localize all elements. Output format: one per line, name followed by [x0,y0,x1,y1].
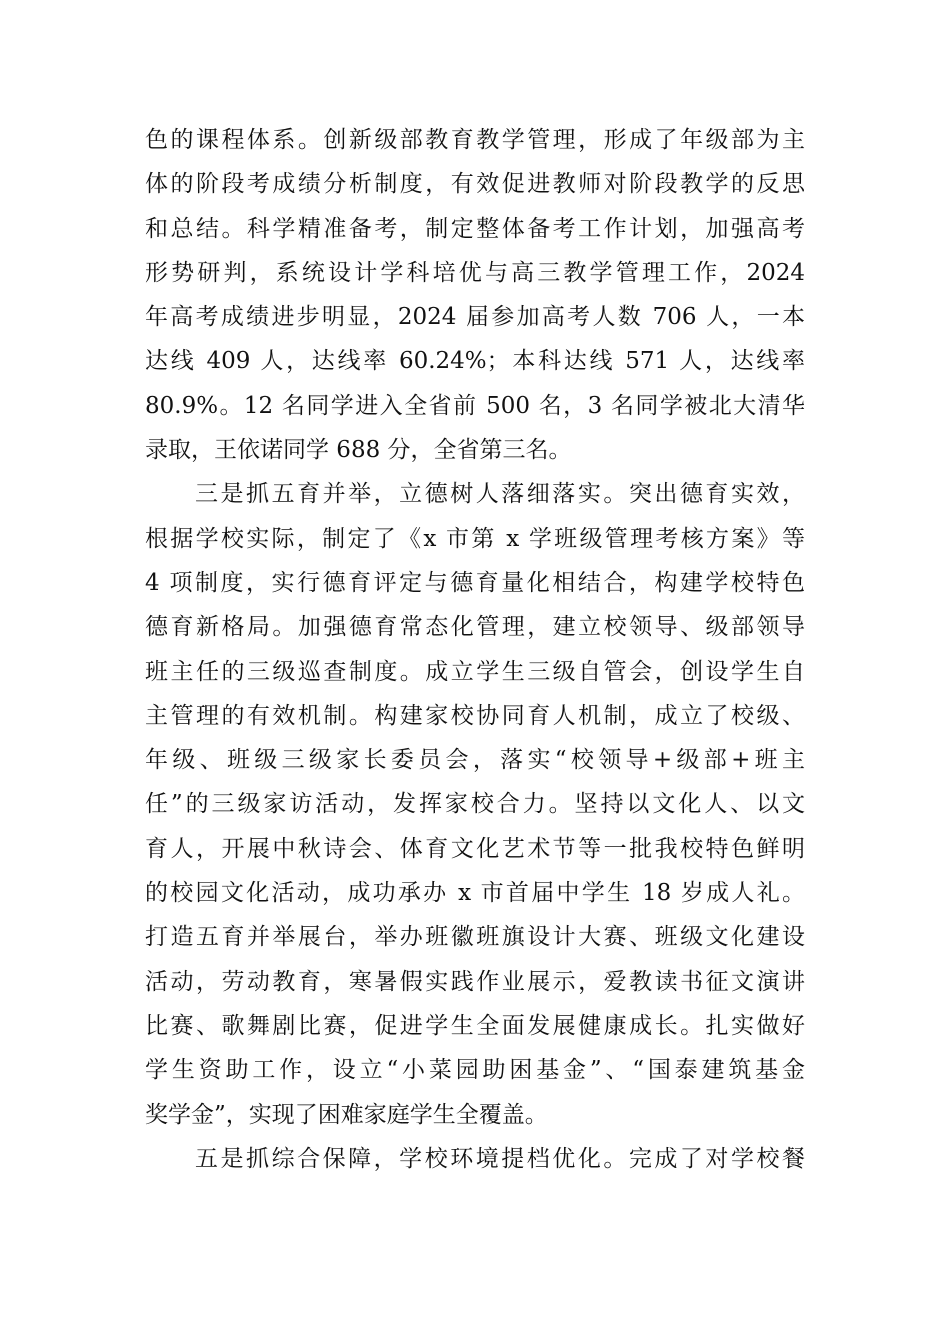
text-line: 录取，王依诺同学 688 分，全省第三名。 [145,437,572,464]
text-line: 主管理的有效机制。构建家校协同育人机制，成立了校级、 [145,702,805,729]
text-line: 活动，劳动教育，寒暑假实践作业展示，爱教读书征文演讲 [145,968,805,995]
paragraph-start-line: 三是抓五育并举，立德树人落细落实。突出德育实效， [195,481,805,508]
text-line: 年高考成绩进步明显，2024 届参加高考人数 706 人，一本 [145,304,805,331]
text-line: 年级、班级三级家长委员会，落实“校领导+级部+班主 [145,747,805,774]
text-line: 体的阶段考成绩分析制度，有效促进教师对阶段教学的反思 [145,171,805,198]
paragraph-start-line: 五是抓综合保障，学校环境提档优化。完成了对学校餐 [195,1145,805,1172]
text-line: 比赛、歌舞剧比赛，促进学生全面发展健康成长。扎实做好 [145,1012,805,1039]
text-line: 的校园文化活动，成功承办 x 市首届中学生 18 岁成人礼。 [145,880,805,907]
text-line: 学生资助工作，设立“小菜园助困基金”、“国泰建筑基金 [145,1057,805,1084]
text-line: 4 项制度，实行德育评定与德育量化相结合，构建学校特色 [145,569,805,596]
text-line: 80.9%。12 名同学进入全省前 500 名，3 名同学被北大清华 [145,392,805,419]
document-body [145,118,805,1181]
text-line: 和总结。科学精准备考，制定整体备考工作计划，加强高考 [145,215,805,242]
text-line: 任”的三级家访活动，发挥家校合力。坚持以文化人、以文 [145,791,805,818]
text-line: 奖学金”，实现了困难家庭学生全覆盖。 [145,1101,548,1128]
text-line: 根据学校实际，制定了《x 市第 x 学班级管理考核方案》等 [145,525,805,552]
text-line: 形势研判，系统设计学科培优与高三教学管理工作，2024 [145,259,805,286]
text-line: 色的课程体系。创新级部教育教学管理，形成了年级部为主 [145,127,805,153]
text-line: 育人，开展中秋诗会、体育文化艺术节等一批我校特色鲜明 [145,835,805,862]
text-line: 班主任的三级巡查制度。成立学生三级自管会，创设学生自 [145,658,805,685]
text-line: 达线 409 人，达线率 60.24%；本科达线 571 人，达线率 [145,348,805,375]
text-line: 打造五育并举展台，举办班徽班旗设计大赛、班级文化建设 [145,924,805,951]
text-line: 德育新格局。加强德育常态化管理，建立校领导、级部领导 [145,614,805,641]
